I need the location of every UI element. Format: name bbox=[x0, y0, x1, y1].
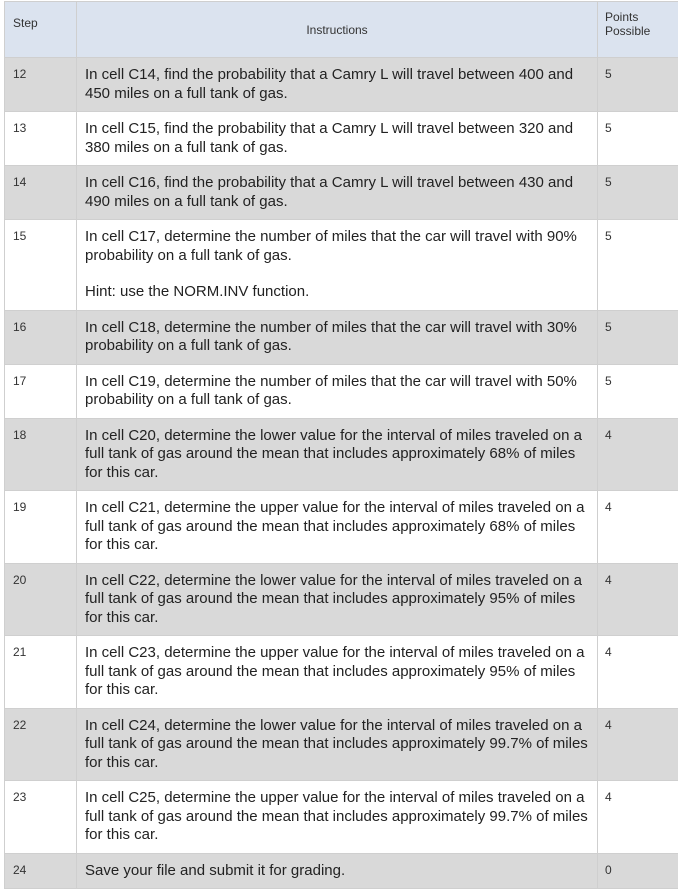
instruction-cell bbox=[77, 364, 598, 418]
instruction-cell bbox=[77, 781, 598, 854]
instruction-cell bbox=[77, 220, 598, 311]
points-value: 5 bbox=[598, 364, 678, 418]
instruction-text: In cell C17, determine the number of miles that the car will travel with 90% probability on a full tank of gas. bbox=[85, 228, 589, 265]
instruction-text: In cell C19, determine the number of miles that the car will travel with 50% probability on a full tank of gas. bbox=[85, 373, 589, 410]
instruction-cell bbox=[77, 418, 598, 491]
step-number: 18 bbox=[5, 418, 77, 491]
instruction-cell bbox=[77, 491, 598, 564]
instruction-cell bbox=[77, 112, 598, 166]
table-row bbox=[5, 418, 678, 491]
instruction-text: In cell C22, determine the lower value for the interval of miles traveled on a full tank of gas around the mean that includes approximately 95% of miles for this car. bbox=[85, 572, 589, 628]
instructions-table bbox=[4, 1, 678, 889]
table-row bbox=[5, 491, 678, 564]
step-number: 12 bbox=[5, 58, 77, 112]
instruction-text: In cell C21, determine the upper value for the interval of miles traveled on a full tank of gas around the mean that includes approximately 68% of miles for this car. bbox=[85, 499, 589, 555]
step-number: 17 bbox=[5, 364, 77, 418]
step-number: 20 bbox=[5, 563, 77, 636]
step-number: 19 bbox=[5, 491, 77, 564]
step-number: 21 bbox=[5, 636, 77, 709]
table-row bbox=[5, 58, 678, 112]
points-value: 5 bbox=[598, 112, 678, 166]
instruction-text: In cell C23, determine the upper value for the interval of miles traveled on a full tank of gas around the mean that includes approximately 95% of miles for this car. bbox=[85, 644, 589, 700]
instruction-text: In cell C15, find the probability that a Camry L will travel between 320 and 380 miles on a full tank of gas. bbox=[85, 120, 589, 157]
points-value: 4 bbox=[598, 636, 678, 709]
table-row bbox=[5, 853, 678, 889]
points-value: 5 bbox=[598, 166, 678, 220]
points-value: 5 bbox=[598, 220, 678, 311]
points-value: 5 bbox=[598, 58, 678, 112]
step-number: 14 bbox=[5, 166, 77, 220]
points-value: 4 bbox=[598, 781, 678, 854]
points-value: 4 bbox=[598, 418, 678, 491]
table-row bbox=[5, 563, 678, 636]
instructions-table-container bbox=[4, 1, 678, 889]
instruction-cell bbox=[77, 310, 598, 364]
instruction-text: In cell C20, determine the lower value for the interval of miles traveled on a full tank of gas around the mean that includes approximately 68% of miles for this car. bbox=[85, 427, 589, 483]
instruction-text: In cell C25, determine the upper value for the interval of miles traveled on a full tank of gas around the mean that includes approximately 99.7% of miles for this car. bbox=[85, 789, 589, 845]
table-row bbox=[5, 708, 678, 781]
header-step: Step bbox=[5, 2, 77, 58]
table-row bbox=[5, 364, 678, 418]
table-header-row bbox=[5, 2, 678, 58]
table-body bbox=[5, 58, 678, 889]
instruction-cell bbox=[77, 563, 598, 636]
instruction-cell bbox=[77, 636, 598, 709]
step-number: 23 bbox=[5, 781, 77, 854]
instruction-text: In cell C16, find the probability that a Camry L will travel between 430 and 490 miles on a full tank of gas. bbox=[85, 174, 589, 211]
instruction-text: In cell C14, find the probability that a Camry L will travel between 400 and 450 miles on a full tank of gas. bbox=[85, 66, 589, 103]
instruction-text: In cell C24, determine the lower value for the interval of miles traveled on a full tank of gas around the mean that includes approximately 99.7% of miles for this car. bbox=[85, 717, 589, 773]
table-row bbox=[5, 112, 678, 166]
table-row bbox=[5, 636, 678, 709]
table-row bbox=[5, 781, 678, 854]
step-number: 15 bbox=[5, 220, 77, 311]
header-instructions: Instructions bbox=[77, 2, 598, 58]
instruction-text: Save your file and submit it for grading. bbox=[85, 862, 589, 881]
header-points-possible bbox=[598, 2, 678, 58]
instruction-cell bbox=[77, 708, 598, 781]
points-value: 4 bbox=[598, 563, 678, 636]
instruction-hint: Hint: use the NORM.INV function. bbox=[85, 283, 589, 302]
points-value: 5 bbox=[598, 310, 678, 364]
table-row bbox=[5, 166, 678, 220]
table-row bbox=[5, 310, 678, 364]
step-number: 13 bbox=[5, 112, 77, 166]
instruction-text: In cell C18, determine the number of miles that the car will travel with 30% probability on a full tank of gas. bbox=[85, 319, 589, 356]
instruction-cell bbox=[77, 166, 598, 220]
header-points-label: Points Possible bbox=[605, 10, 657, 38]
instruction-cell bbox=[77, 58, 598, 112]
points-value: 4 bbox=[598, 708, 678, 781]
step-number: 22 bbox=[5, 708, 77, 781]
table-row bbox=[5, 220, 678, 311]
step-number: 24 bbox=[5, 853, 77, 889]
instruction-cell bbox=[77, 853, 598, 889]
points-value: 0 bbox=[598, 853, 678, 889]
step-number: 16 bbox=[5, 310, 77, 364]
points-value: 4 bbox=[598, 491, 678, 564]
